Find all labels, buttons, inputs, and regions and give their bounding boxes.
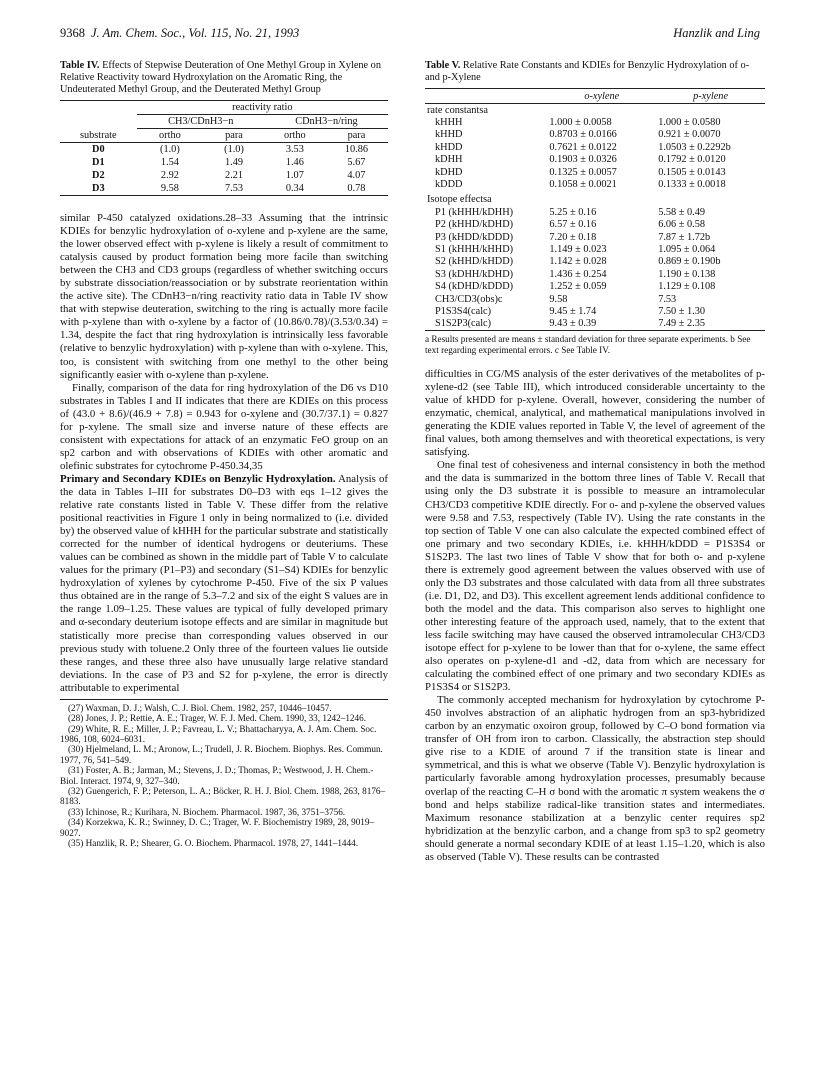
table-cell: 3.53 bbox=[285, 144, 304, 155]
table-cell: 0.869 ± 0.190b bbox=[658, 256, 721, 268]
table-row bbox=[425, 116, 765, 128]
table-row bbox=[425, 129, 765, 141]
table5 bbox=[425, 88, 765, 331]
table-cell: 0.1505 ± 0.0143 bbox=[658, 166, 726, 178]
table-row bbox=[425, 243, 765, 255]
table-cell: 0.1325 ± 0.0057 bbox=[549, 166, 617, 178]
reference-item: (29) White, R. E.; Miller, J. P.; Favreau, L. V.; Bhattacharyya, A. J. Am. Chem. Soc. 1986, 108, 6024–6031. bbox=[60, 723, 377, 744]
table-cell: 7.20 ± 0.18 bbox=[549, 231, 597, 243]
table-cell: 0.78 bbox=[347, 183, 366, 194]
table-cell: CH3/CD3(obs)c bbox=[435, 293, 503, 305]
left-body-text bbox=[60, 212, 388, 695]
reference-item: (30) Hjelmeland, L. M.; Aronow, L.; Trudell, J. R. Biochem. Biophys. Res. Commun. 1977, 76, 541–549. bbox=[60, 744, 383, 765]
table-cell: S2 (kHHD/kHDD) bbox=[435, 256, 514, 268]
table-cell: 0.8703 ± 0.0166 bbox=[549, 129, 617, 141]
table-cell: (1.0) bbox=[160, 144, 180, 155]
table5-col-blank bbox=[425, 89, 547, 104]
table-cell: 10.86 bbox=[344, 144, 368, 155]
table-cell: 5.67 bbox=[347, 157, 366, 168]
table4-caption bbox=[60, 60, 388, 96]
table-cell: P2 (kHHD/kDHD) bbox=[435, 219, 514, 231]
table-cell: 9.43 ± 0.39 bbox=[547, 318, 656, 331]
table-cell: kHHD bbox=[435, 129, 463, 141]
table-cell: 1.0503 ± 0.2292b bbox=[658, 141, 731, 153]
paragraph: Analysis of the data in Tables I–III for substrates D0–D3 with eqs 1–12 gives the relative rate constants listed in Table V. These differ from the relative positional reactivities in Figure 1 only in being normalized to (i.e. divided by) the observed value of kHHH for the particular substrate and statistically corrected for the number of identical hydrogens or deuteriums. These values can be combined as shown in the middle part of Table V to calculate values for the primary (P1–P3) and secondary (S1–S4) KDIEs for benzylic hydroxylation of xylenes by cytochrome P-450. Five of the six P values thus obtained are in the range of 5.3–7.2 and six of the eight S values are in the range 1.09–1.25. These values are typical of fully developed primary and α-secondary deuterium isotope effects and are similar in magnitude but statistically more precise than corresponding values observed in our previous study with toluene.2 Only three of the fourteen values lie outside these ranges, and these three also have unusually large relative standard deviations. In the case of P3 and S2 for p-xylene, the error is directly attributable to experimental bbox=[60, 472, 388, 694]
table-cell: D2 bbox=[92, 170, 105, 181]
table-cell: 7.49 ± 2.35 bbox=[656, 318, 765, 331]
reference-item: (34) Korzekwa, K. R.; Swinney, D. C.; Trager, W. F. Biochemistry 1989, 28, 9019–9027. bbox=[60, 817, 375, 838]
table-cell: 1.142 ± 0.028 bbox=[549, 256, 607, 268]
table5-footnote: a Results presented are means ± standard deviation for three separate experiments. b See text regarding experimental errors. c See Table IV. bbox=[425, 334, 751, 356]
table4-subgroup2: CDnH3−n/ring bbox=[265, 115, 388, 129]
table-cell: D1 bbox=[92, 157, 105, 168]
table-cell: 1.436 ± 0.254 bbox=[549, 268, 607, 280]
section-heading: Primary and Secondary KDIEs on Benzylic Hydroxylation. bbox=[60, 472, 336, 485]
table-cell: P1S3S4(calc) bbox=[435, 305, 492, 317]
running-header bbox=[60, 26, 760, 44]
table4-col-substrate: substrate bbox=[80, 129, 117, 141]
table-cell: 6.06 ± 0.58 bbox=[658, 219, 706, 231]
journal-citation: J. Am. Chem. Soc., Vol. 115, No. 21, 1993 bbox=[91, 26, 300, 40]
table-cell: kDHH bbox=[435, 154, 463, 166]
table-cell: 1.49 bbox=[224, 157, 244, 168]
table4 bbox=[60, 100, 388, 196]
table-cell: 7.87 ± 1.72b bbox=[658, 231, 711, 243]
table-cell: 1.095 ± 0.064 bbox=[658, 243, 716, 255]
table-cell: 1.46 bbox=[285, 157, 304, 168]
paragraph: The commonly accepted mechanism for hydroxylation by cytochrome P-450 involves abstraction of an aliphatic hydrogen from an sp3-hybridized carbon by an enzymatic oxoiron group, followed by C–O bond formation via transfer of OH from iron to carbon. Classically, the abstraction step should give rise to a KDIE of around 7 if the transition state is linear and symmetrical, and this is what we observe (Table V). Benzylic hydroxylation is particularly favorable among hydroxylation processes, presumably because overlap of the reacting C–H σ bond with the aromatic π system weakens the σ bond and helps stabilize radical-like transition states and intermediates. Maximum resonance stabilization at a benzylic center requires sp2 hybridization at the benzylic carbon, and a change from sp3 to sp2 geometry should generate a normal secondary KDIE of at least 1.15–1.20, which is also as observed (Table V). These results can be contrasted bbox=[425, 694, 765, 863]
paragraph: difficulties in CG/MS analysis of the ester derivatives of the metabolites of p-xylene-d2 (see Table III), which introduced considerable uncertainty to the value of kHDD for p-xylene. Overall, however, considering the number of enzymatic, chemical, analytical, and mathematical manipulations involved in generating the KDIE values reported in Table V, the level of agreement of the final values, both among themselves and with theoretical expectations, is very satisfying. bbox=[425, 368, 765, 459]
paragraph: One final test of cohesiveness and internal consistency in both the method and the data is summarized in the bottom three lines of Table V. Recall that using only the D3 substrate it is possible to measure an intramolecular CH3/CD3 competitive KDIE directly. For o- and p-xylene the observed values were 9.58 and 7.53, respectively (Table IV). Using the rate constants in the top section of Table V one can also calculate the expected combined effect of one primary and two secondary KDIEs, i.e. kHHH/kDDD = P1S3S4 or S1S2P3. The last two lines of Table V show that for both o- and p-xylene there is extremely good agreement between the values observed with use of only the D3 substrates and those calculated with data from all three substrates (i.e. D1, D2, and D3). This excellent agreement lends additional confidence to both the model and the data. This comparison also serves to highlight one other interesting feature of the approach used, namely, that to the extent that less facile switching may have caused the observed intramolecular CH3/CD3 isotope effect for p-xylene to be lower than that for o-xylene, the same effect also operates on p-xylene-d1 and -d2, data from which are necessary for calculating the combined effect of one primary and two secondary KDIEs as P1S3S4 or S1S2P3. bbox=[425, 459, 765, 694]
table4-col-ortho2: ortho bbox=[283, 130, 306, 141]
reference-item: (28) Jones, J. P.; Rettie, A. E.; Trager, W. F. J. Med. Chem. 1990, 33, 1242–1246. bbox=[68, 713, 367, 724]
header-left bbox=[60, 26, 299, 41]
table4-group-header: reactivity ratio bbox=[137, 101, 388, 115]
table-cell: S1 (kHHH/kHHD) bbox=[435, 243, 514, 255]
left-column bbox=[60, 60, 388, 848]
table-cell: 1.000 ± 0.0058 bbox=[549, 117, 612, 129]
table-cell: P1 (kHHH/kDHH) bbox=[435, 206, 514, 218]
table-cell: 0.1058 ± 0.0021 bbox=[549, 179, 617, 191]
table4-caption-text: Effects of Stepwise Deuteration of One Methyl Group in Xylene on Relative Reactivity toward Hydroxylation on the Aromatic Ring, the Undeuterated Methyl Group, and the Deuterated Methyl Group bbox=[60, 60, 381, 95]
table-row bbox=[425, 154, 765, 166]
table-cell: 9.45 ± 1.74 bbox=[549, 305, 597, 317]
table5-caption bbox=[425, 60, 765, 84]
paragraph: Finally, comparison of the data for ring hydroxylation of the D6 vs D10 substrates in Tables I and II indicates that there are KDIEs on this process of (43.0 + 8.6)/(46.9 + 7.8) = 0.943 for o-xylene and (30.7/37.1) = 0.827 for p-xylene. The small size and inverse nature of these effects are consistent with expectations for attack of an enzymatic FeO group on an sp2 carbon and with observations of KDIEs with other aromatic and olefinic substrates for cytochrome P-450.34,35 bbox=[60, 381, 388, 472]
table-cell: 4.07 bbox=[347, 170, 366, 181]
table-cell: 1.000 ± 0.0580 bbox=[658, 117, 721, 129]
table-row bbox=[60, 143, 388, 157]
right-body-text bbox=[425, 368, 765, 864]
table5-label: Table V. bbox=[425, 60, 461, 71]
table-cell: 5.25 ± 0.16 bbox=[549, 206, 597, 218]
table-row bbox=[60, 182, 388, 196]
table-row bbox=[425, 293, 765, 305]
table-row bbox=[425, 256, 765, 268]
table-cell: 0.7621 ± 0.0122 bbox=[549, 141, 617, 153]
table-cell: 7.53 bbox=[658, 293, 677, 305]
table-cell: 0.1903 ± 0.0326 bbox=[549, 154, 617, 166]
table-row bbox=[425, 280, 765, 292]
table4-label: Table IV. bbox=[60, 60, 100, 71]
table5-caption-text: Relative Rate Constants and KDIEs for Benzylic Hydroxylation of o- and p-Xylene bbox=[425, 60, 750, 83]
table-row bbox=[425, 219, 765, 231]
right-column bbox=[425, 60, 765, 864]
reference-item: (35) Hanzlik, R. P.; Shearer, G. O. Biochem. Pharmacol. 1978, 27, 1441–1444. bbox=[68, 838, 359, 849]
table-row bbox=[425, 141, 765, 153]
table-cell: 0.1792 ± 0.0120 bbox=[658, 154, 726, 166]
table-cell: 2.21 bbox=[224, 170, 244, 181]
table-cell: kDDD bbox=[435, 179, 463, 191]
table-row bbox=[60, 169, 388, 182]
table5-section-effects: Isotope effectsa bbox=[427, 194, 492, 206]
table-row bbox=[60, 156, 388, 169]
table-row bbox=[425, 318, 765, 331]
table4-col-ortho1: ortho bbox=[159, 130, 181, 141]
table4-col-para1: para bbox=[225, 130, 243, 141]
reference-item: (31) Foster, A. B.; Jarman, M.; Stevens, J. D.; Thomas, P.; Westwood, J. H. Chem.-Biol. Interact. 1974, 9, 327–340. bbox=[60, 765, 374, 786]
paragraph: similar P-450 catalyzed oxidations.28–33 Assuming that the intrinsic KDIEs for benzylic hydroxylation of o-xylene and p-xylene are the same, the lower observed effect with p-xylene is likely a result of commitment to catalysis caused by product formation being more facile than switching between the CH3 and CD3 groups (regardless of whether switching occurs by substrate dissociation/reassociation or by substrate reorientation within the active site). The CDnH3−n/ring reactivity ratio data in Table IV show that with stepwise deuteration, switching to the ring is actually more facile with p-xylene than with o-xylene by a factor of (10.86/0.78)/(3.53/0.34) = 1.34, despite the fact that ring hydroxylation is intrinsically less favorable (relative to benzylic hydroxylation) with p-xylene than with o-xylene. This, too, is consistent with switching from one methyl to the other being significantly easier with o-xylene than p-xylene. bbox=[60, 212, 388, 381]
table-row bbox=[425, 178, 765, 190]
table-cell: 1.129 ± 0.108 bbox=[658, 281, 716, 293]
table4-col-para2: para bbox=[347, 130, 366, 141]
table-cell: 1.54 bbox=[160, 157, 179, 168]
table-cell: P3 (kHDD/kDDD) bbox=[435, 231, 514, 243]
table-cell: D3 bbox=[92, 183, 105, 194]
reference-item: (33) Ichinose, R.; Kurihara, N. Biochem. Pharmacol. 1987, 36, 3751–3756. bbox=[68, 806, 346, 817]
page-number: 9368 bbox=[60, 26, 85, 40]
table-cell: S1S2P3(calc) bbox=[425, 318, 547, 331]
table-row bbox=[425, 268, 765, 280]
table5-col-pxylene: p-xylene bbox=[656, 89, 765, 104]
table-cell: kDHD bbox=[435, 166, 463, 178]
table-cell: 1.149 ± 0.023 bbox=[549, 243, 607, 255]
table-cell: (1.0) bbox=[224, 144, 244, 155]
header-authors: Hanzlik and Ling bbox=[673, 26, 760, 40]
table-cell: D0 bbox=[92, 144, 105, 155]
table4-subgroup1: CH3/CDnH3−n bbox=[137, 115, 265, 129]
table-cell: kHDD bbox=[435, 141, 463, 153]
table-row bbox=[425, 305, 765, 317]
table-cell: 9.58 bbox=[160, 183, 179, 194]
table-cell: 1.07 bbox=[285, 170, 304, 181]
table5-section-rate: rate constantsa bbox=[427, 104, 488, 116]
table-cell: 9.58 bbox=[549, 293, 568, 305]
table-cell: 1.190 ± 0.138 bbox=[658, 268, 716, 280]
table-cell: 5.58 ± 0.49 bbox=[658, 206, 706, 218]
table-cell: kHHH bbox=[435, 117, 463, 129]
table-cell: 1.252 ± 0.059 bbox=[549, 281, 607, 293]
table-cell: 2.92 bbox=[160, 170, 179, 181]
table-cell: 0.921 ± 0.0070 bbox=[658, 129, 721, 141]
table-cell: S4 (kDHD/kDDD) bbox=[435, 281, 514, 293]
table-cell: 6.57 ± 0.16 bbox=[549, 219, 597, 231]
reference-item: (27) Waxman, D. J.; Walsh, C. J. Biol. Chem. 1982, 257, 10446–10457. bbox=[68, 702, 332, 713]
table5-col-oxylene: o-xylene bbox=[547, 89, 656, 104]
table-row bbox=[425, 231, 765, 243]
table-cell: 0.34 bbox=[285, 183, 304, 194]
reference-item: (32) Guengerich, F. P.; Peterson, L. A.; Böcker, R. H. J. Biol. Chem. 1988, 263, 8176–8183. bbox=[60, 785, 386, 807]
table-cell: 7.50 ± 1.30 bbox=[658, 305, 706, 317]
table-cell: S3 (kDHH/kDHD) bbox=[435, 268, 514, 280]
table-row bbox=[425, 166, 765, 178]
table-cell: 7.53 bbox=[224, 183, 244, 194]
table-row bbox=[425, 206, 765, 218]
table-cell: 0.1333 ± 0.0018 bbox=[658, 179, 726, 191]
reference-list bbox=[60, 699, 388, 849]
